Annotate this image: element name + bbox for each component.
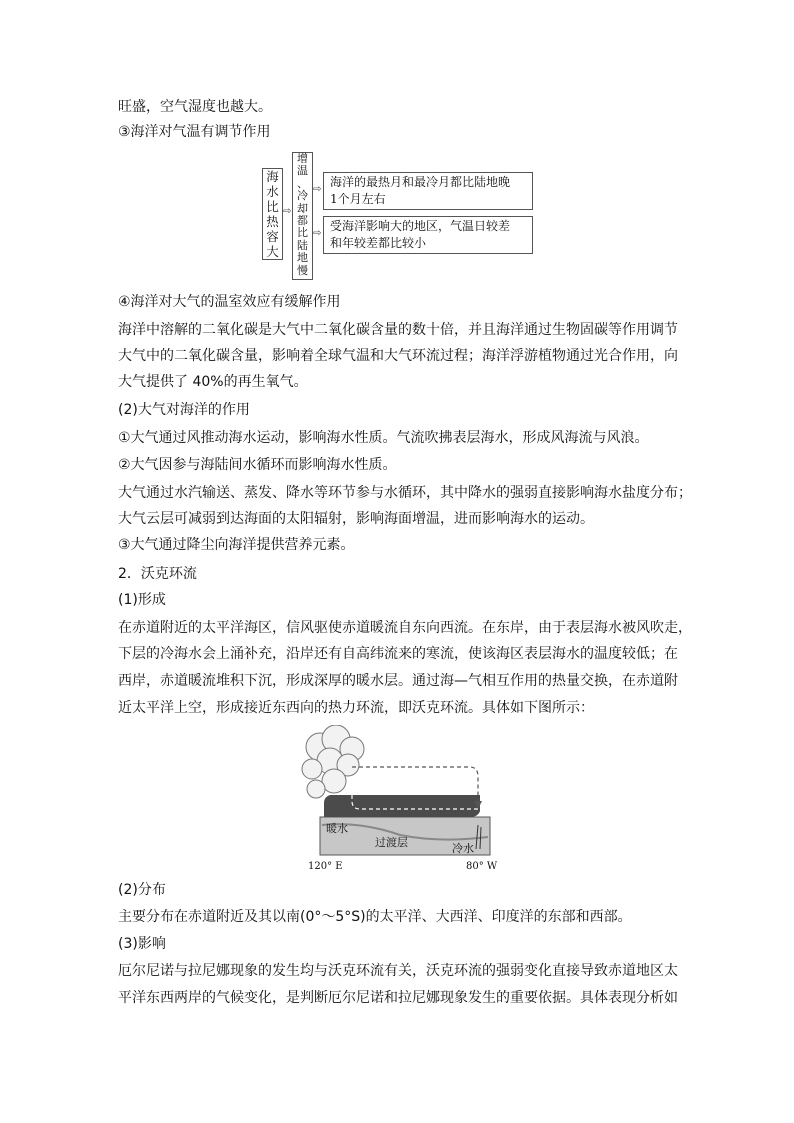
text-line: 大气提供了 40%的再生氧气。 [118, 374, 308, 390]
warm-surface-layer [324, 795, 480, 817]
text-line: 大气通过水汽输送、蒸发、降水等环节参与水循环，其中降水的强弱直接影响海水盐度分布； [118, 485, 692, 501]
subheading: (2)分布 [118, 882, 166, 898]
text-line: 海洋中溶解的二氧化碳是大气中二氧化碳含量的数十倍，并且海洋通过生物固碳等作用调节 [118, 322, 678, 338]
subheading: (3)影响 [118, 936, 166, 952]
label-cold-water: 冷水 [452, 842, 474, 855]
text-line: 平洋东西两岸的气候变化，是判断厄尔尼诺和拉尼娜现象发生的重要依据。具体表现分析如 [118, 990, 678, 1006]
flow-mid-box: 增 温 、 冷 却 都 比 陆 地 慢 [292, 152, 313, 280]
text-line: 下层的冷海水会上涌补充，沿岸还有自高纬流来的寒流，使该海区表层海水的温度较低；在 [118, 646, 678, 662]
section-heading: 2．沃克环流 [118, 566, 197, 582]
flow-arrow: ⇨ [313, 228, 322, 239]
flow-left-box: 海 水 比 热 容 大 [262, 168, 283, 260]
subheading: (1)形成 [118, 592, 166, 608]
subheading: (2)大气对海洋的作用 [118, 402, 250, 418]
label-transition-layer: 过渡层 [375, 836, 408, 849]
subheading: ③海洋对气温有调节作用 [118, 124, 271, 140]
text-line: 大气中的二氧化碳含量，影响着全球气温和大气环流过程；海洋浮游植物通过光合作用，向 [118, 348, 678, 364]
arrow-head-icon [348, 781, 356, 789]
flow-arrow: ⇨ [283, 206, 292, 217]
walker-circulation-figure [300, 725, 500, 873]
text-line: 厄尔尼诺与拉尼娜现象的发生均与沃克环流有关，沃克环流的强弱变化直接导致赤道地区太 [118, 963, 678, 979]
subheading: ④海洋对大气的温室效应有缓解作用 [118, 294, 341, 310]
label-east-longitude: 80° W [466, 861, 498, 872]
text-line: 在赤道附近的太平洋海区，信风驱使赤道暖流自东向西流。在东岸，由于表层海水被风吹走， [118, 620, 692, 636]
text-line: 大气云层可减弱到达海面的太阳辐射，影响海面增温，进而影响海水的运动。 [118, 511, 594, 527]
text-line: ①大气通过风推动海水运动，影响海水性质。气流吹拂表层海水，形成风海流与风浪。 [118, 430, 649, 446]
label-west-longitude: 120° E [308, 861, 343, 872]
label-warm-water: 暖水 [326, 822, 348, 835]
text-line: 西岸，赤道暖流堆积下沉，形成深厚的暖水层。通过海—气相互作用的热量交换，在赤道附 [118, 673, 678, 689]
text-line: 旺盛，空气湿度也越大。 [118, 99, 272, 115]
flow-result-box-2: 受海洋影响大的地区，气温日较差 和年较差都比较小 [323, 216, 533, 254]
text-line: ②大气因参与海陆间水循环而影响海水性质。 [118, 457, 397, 473]
text-line: ③大气通过降尘向海洋提供营养元素。 [118, 537, 355, 553]
text-line: 主要分布在赤道附近及其以南(0°～5°S)的太平洋、大西洋、印度洋的东部和西部。 [118, 909, 632, 925]
text-line: 近太平洋上空，形成接近东西向的热力环流，即沃克环流。具体如下图所示： [118, 700, 594, 716]
flow-result-box-1: 海洋的最热月和最冷月都比陆地晚 1个月左右 [323, 172, 533, 210]
flow-arrow: ⇨ [313, 184, 322, 195]
